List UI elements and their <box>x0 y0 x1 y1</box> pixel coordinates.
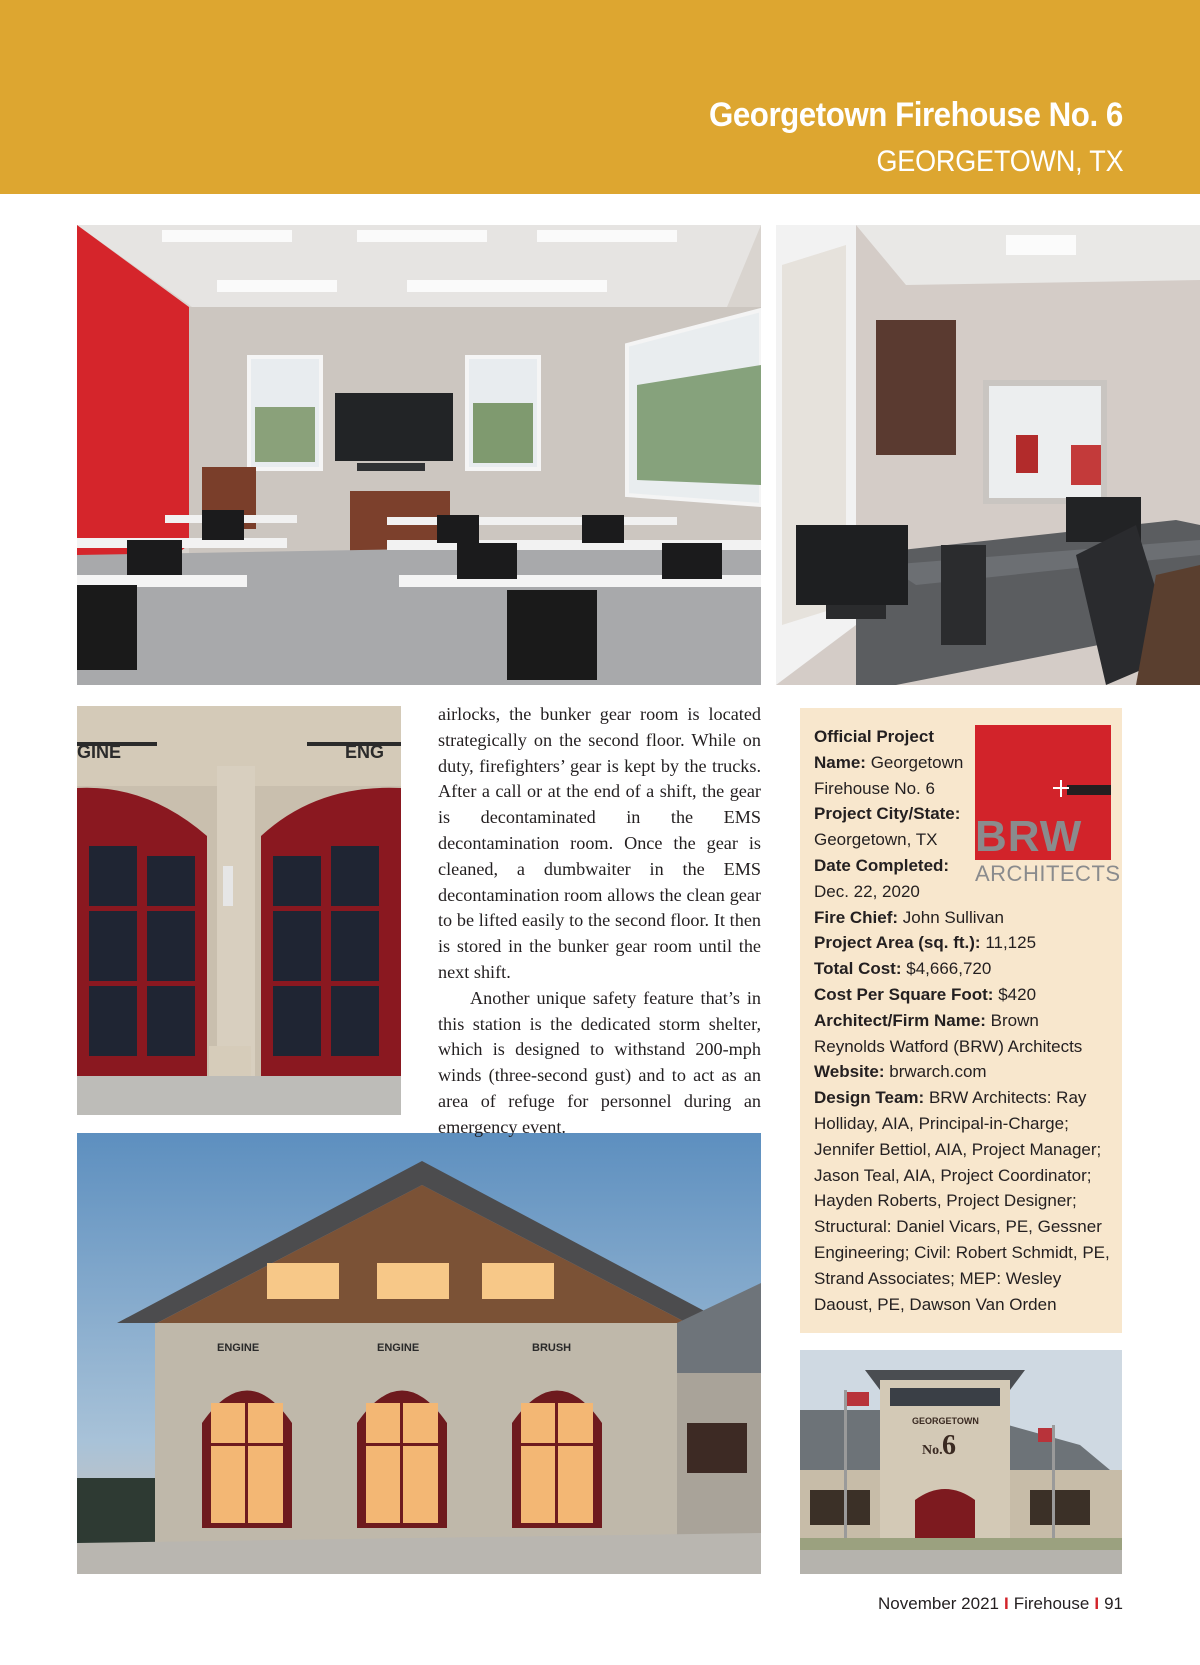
footer-separator: I <box>1094 1594 1100 1613</box>
info-row-cost-per-sqft <box>814 982 1114 1008</box>
title-banner <box>0 0 1200 194</box>
info-row-design-team <box>814 1085 1114 1317</box>
footer-separator: I <box>1004 1594 1009 1613</box>
info-label: Architect/Firm Name: <box>814 1010 986 1030</box>
info-row-chief <box>814 905 1114 931</box>
body-paragraph: airlocks, the bunker gear room is located strategically on the second floor. While on duty, firefighters’ gear is kept by the trucks. After a call or at the end of a shift, the gear is decontaminated in the EMS decontamination room. Once the gear is cleaned, a dumbwaiter in the EMS decontamination room allows the clean gear to be lifted easily to the second floor. It then is stored in the bunker gear room until the next shift. <box>438 704 761 982</box>
tower-number: 6 <box>942 1430 956 1461</box>
info-value: BRW Architects: Ray Holliday, AIA, Principal-in-Charge; Jennifer Bettiol, AIA, Project Manager; Jason Teal, AIA, Project Coordinator; Hayden Roberts, Project Designer; Structural: Daniel Vicars, PE, Gessner Engineering; Civil: Robert Schmidt, PE, Strand Associates; MEP: Wesley Daoust, PE, Dawson Van Orden <box>814 1088 1110 1314</box>
info-label: Website: <box>814 1062 885 1082</box>
info-value: John Sullivan <box>902 907 1004 927</box>
logo-subtitle: ARCHITECTS <box>975 861 1121 886</box>
station-tower-photo <box>800 1350 1122 1574</box>
doors-sign-right: ENG <box>345 742 385 762</box>
info-value: $4,666,720 <box>906 959 992 979</box>
info-label: Total Cost: <box>814 959 902 979</box>
info-row-name <box>814 724 974 801</box>
tower-no: No. <box>922 1443 943 1458</box>
info-value: $420 <box>998 984 1037 1004</box>
info-value: 11,125 <box>985 933 1037 953</box>
info-value: Georgetown, TX <box>814 830 938 850</box>
info-label: Date Completed: <box>814 855 950 875</box>
page-number: 91 <box>1104 1594 1123 1613</box>
article-title: Georgetown Firehouse No. 6 <box>709 96 1123 134</box>
footer-month: November 2021 <box>878 1594 999 1613</box>
info-row-date <box>814 853 974 905</box>
info-row-website <box>814 1059 1114 1085</box>
info-label: Official Project Name: <box>814 727 934 772</box>
info-value: Dec. 22, 2020 <box>814 881 920 901</box>
footer-publication: Firehouse <box>1013 1594 1090 1613</box>
info-value: Brown Reynolds Watford (BRW) Architects <box>814 1010 1083 1056</box>
page-footer <box>878 1594 1123 1614</box>
info-label: Project Area (sq. ft.): <box>814 933 981 953</box>
station-sign-1: ENGINE <box>217 1342 260 1354</box>
tower-sign: GEORGETOWN <box>912 1416 979 1426</box>
station-sign-2: ENGINE <box>377 1342 420 1354</box>
info-row-architect <box>814 1008 1114 1060</box>
logo-letters: BRW <box>975 812 1083 861</box>
doors-sign-left: GINE <box>77 742 122 762</box>
info-row-city <box>814 801 974 853</box>
info-row-cost <box>814 956 1114 982</box>
info-row-area <box>814 930 1114 956</box>
body-paragraph: Another unique safety feature that’s in this station is the dedicated storm shelter, which is designed to withstand 200-mph winds (three-second gust) and to act as an area of refuge for personnel during an emergency event. <box>438 987 761 1137</box>
dispatch-office-photo <box>776 225 1200 685</box>
apparatus-doors-photo <box>77 706 401 1115</box>
article-body <box>438 702 761 1141</box>
station-sign-3: BRUSH <box>532 1342 572 1354</box>
project-info-box <box>800 708 1122 1333</box>
article-location: GEORGETOWN, TX <box>875 145 1123 178</box>
info-label: Project City/State: <box>814 804 961 824</box>
info-value: Georgetown Firehouse No. 6 <box>814 752 964 798</box>
info-value: brwarch.com <box>889 1062 987 1082</box>
station-exterior-dusk-photo <box>77 1133 761 1574</box>
info-label: Design Team: <box>814 1088 925 1108</box>
info-label: Fire Chief: <box>814 907 899 927</box>
classroom-photo <box>77 225 761 685</box>
project-details <box>814 724 1114 1317</box>
info-label: Cost Per Square Foot: <box>814 984 994 1004</box>
